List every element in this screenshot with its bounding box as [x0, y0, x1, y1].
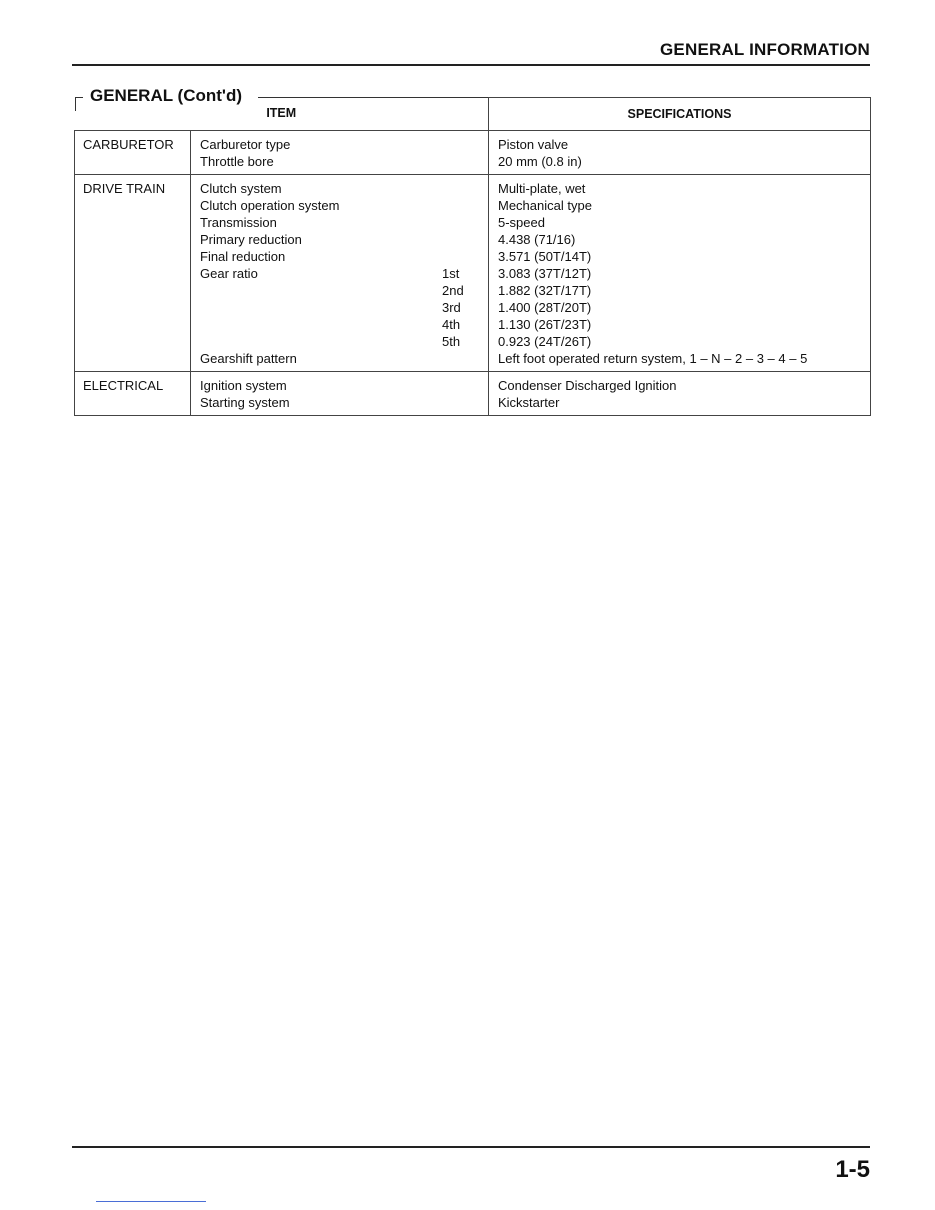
- column-header-item-label: ITEM: [266, 106, 297, 121]
- item-label: Transmission: [200, 215, 277, 230]
- spec-value: Kickstarter: [498, 395, 560, 410]
- spec-value: 20 mm (0.8 in): [498, 154, 582, 169]
- item-line: [200, 377, 488, 394]
- spec-value: 3.571 (50T/14T): [498, 249, 592, 264]
- spec-value: Left foot operated return system, 1 – N – 2 – 3 – 4 – 5: [498, 351, 808, 366]
- footer-rule: [72, 1146, 870, 1148]
- page-header-title: GENERAL INFORMATION: [660, 40, 870, 59]
- spec-value: 1.130 (26T/23T): [498, 317, 592, 332]
- section-title: GENERAL (Cont'd): [90, 86, 242, 105]
- table-row: [75, 372, 871, 416]
- page-number: 1-5: [835, 1156, 870, 1183]
- category-cell: DRIVE TRAIN: [75, 175, 191, 372]
- item-label: Gearshift pattern: [200, 351, 297, 366]
- header-rule: [72, 64, 870, 66]
- item-line: [200, 248, 488, 265]
- spec-value: 5-speed: [498, 215, 545, 230]
- table-row: [75, 131, 871, 175]
- table-row: [75, 175, 871, 372]
- item-line: [200, 333, 488, 350]
- spec-cell: [489, 131, 871, 175]
- item-line: [200, 316, 488, 333]
- gear-label: 5th: [442, 334, 461, 349]
- specifications-table: [74, 97, 871, 416]
- item-line: [200, 136, 488, 153]
- spec-value: 1.882 (32T/17T): [498, 283, 592, 298]
- gear-label: 3rd: [442, 300, 461, 315]
- spec-value: 3.083 (37T/12T): [498, 266, 592, 281]
- spec-value: 4.438 (71/16): [498, 232, 576, 247]
- item-cell: [191, 175, 489, 372]
- item-line: [200, 299, 488, 316]
- item-line: [200, 197, 488, 214]
- item-label: Clutch operation system: [200, 198, 340, 213]
- item-line: [200, 153, 488, 170]
- item-cell: [191, 372, 489, 416]
- spec-cell: [489, 372, 871, 416]
- gear-label: 2nd: [442, 283, 464, 298]
- item-label: Gear ratio: [200, 266, 258, 281]
- item-line: [200, 265, 488, 282]
- spec-value: Multi-plate, wet: [498, 181, 586, 196]
- gear-label: 1st: [442, 266, 460, 281]
- item-label: Carburetor type: [200, 137, 291, 152]
- spec-value: Piston valve: [498, 137, 569, 152]
- link-underline[interactable]: [96, 1201, 206, 1202]
- item-label: Starting system: [200, 395, 290, 410]
- item-label: Final reduction: [200, 249, 286, 264]
- spec-value: Condenser Discharged Ignition: [498, 378, 677, 393]
- spec-cell: [489, 175, 871, 372]
- gear-label: 4th: [442, 317, 461, 332]
- item-line: [200, 282, 488, 299]
- item-cell: [191, 131, 489, 175]
- spec-value: 1.400 (28T/20T): [498, 300, 592, 315]
- category-cell: CARBURETOR: [75, 131, 191, 175]
- item-label: Ignition system: [200, 378, 287, 393]
- table-body: [75, 131, 871, 416]
- item-line: [200, 350, 488, 367]
- item-line: [200, 394, 488, 411]
- column-header-item: [75, 98, 489, 131]
- column-header-specifications: SPECIFICATIONS: [489, 98, 871, 131]
- item-label: Clutch system: [200, 181, 282, 196]
- item-label: Primary reduction: [200, 232, 302, 247]
- item-line: [200, 231, 488, 248]
- table-header-row: [75, 98, 871, 131]
- category-cell: ELECTRICAL: [75, 372, 191, 416]
- spec-value: 0.923 (24T/26T): [498, 334, 592, 349]
- item-line: [200, 180, 488, 197]
- item-label: Throttle bore: [200, 154, 274, 169]
- item-line: [200, 214, 488, 231]
- spec-value: Mechanical type: [498, 198, 592, 213]
